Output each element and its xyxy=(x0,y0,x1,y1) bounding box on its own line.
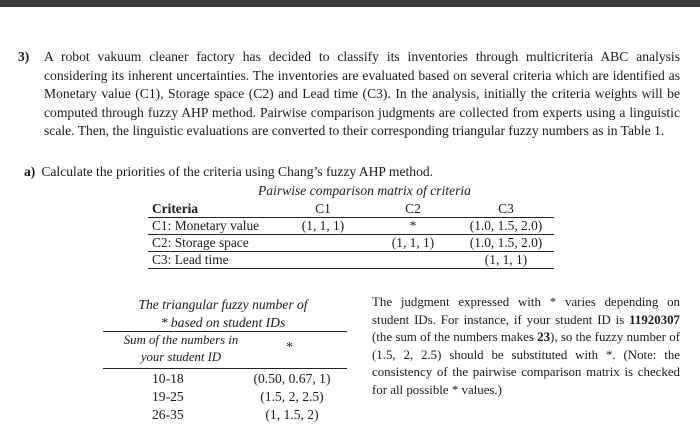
header-criteria: Criteria xyxy=(148,201,278,218)
cell-c1-c1: (1, 1, 1) xyxy=(278,218,368,235)
note-part2: (the sum of the numbers makes xyxy=(372,330,538,345)
fuzzy-table-col1-header xyxy=(106,332,256,366)
pairwise-matrix-caption: Pairwise comparison matrix of criteria xyxy=(258,183,471,198)
fuzzy-table-header-rule xyxy=(103,368,347,369)
fuzzy-row-3-range: 26-35 xyxy=(152,407,184,422)
window-top-bar xyxy=(0,0,700,7)
cell-c3-c1 xyxy=(278,252,368,269)
part-a-text: Calculate the priorities of the criteria using Chang’s fuzzy AHP method. xyxy=(41,164,434,179)
fuzzy-table-col2-header: * xyxy=(286,340,293,355)
header-c2: C2 xyxy=(368,201,458,218)
fuzzy-row-1-range: 10-18 xyxy=(152,371,184,386)
part-a-label: a) xyxy=(24,164,36,179)
note-part3: ), so the fuzzy number of (1.5, 2, 2.5) should be substituted with *. (Note: the consistency of the pairwise comparison matrix is checked for all possible * values.) xyxy=(372,330,680,397)
pairwise-matrix-table xyxy=(148,201,554,269)
note-student-id: 11920307 xyxy=(629,312,680,327)
cell-c2-c2: (1, 1, 1) xyxy=(368,235,458,252)
header-c3: C3 xyxy=(458,201,554,218)
note-part1: The judgment expressed with * varies depending on student IDs. For instance, if your student ID is xyxy=(372,295,680,327)
table-row xyxy=(148,235,554,252)
header-c1: C1 xyxy=(278,201,368,218)
fuzzy-row-3-value: (1, 1.5, 2) xyxy=(265,407,319,422)
question-paragraph xyxy=(18,48,680,141)
table-row xyxy=(148,218,554,235)
part-a xyxy=(24,164,433,180)
note-sum: 23 xyxy=(537,330,551,345)
fuzzy-row-2-range: 19-25 xyxy=(152,389,184,404)
cell-c3-c3: (1, 1, 1) xyxy=(458,252,554,269)
fuzzy-table-title-line2: * based on student IDs xyxy=(160,315,286,330)
note-paragraph xyxy=(372,294,680,400)
fuzzy-table-col1-line1: Sum of the numbers in xyxy=(123,333,239,347)
row-c3-label: C3: Lead time xyxy=(148,252,278,269)
fuzzy-row-1-value: (0.50, 0.67, 1) xyxy=(253,371,331,386)
cell-c1-c3: (1.0, 1.5, 2.0) xyxy=(458,218,554,235)
pairwise-matrix-header-row xyxy=(148,201,554,218)
row-c1-label: C1: Monetary value xyxy=(148,218,278,235)
question-text: A robot vakuum cleaner factory has decided to classify its inventories through multicriteria ABC analysis considering its inherent uncertainties. The inventories are evaluated based on several criteria which are identified as Monetary value (C1), Storage space (C2) and Lead time (C3). In the analysis, initially the criteria weights will be computed through fuzzy AHP method. Pairwise comparison judgments are collected from experts using a linguistic scale. Then, the linguistic evaluations are converted to their corresponding triangular fuzzy numbers as in Table 1. xyxy=(44,49,680,138)
table-row xyxy=(148,252,554,269)
cell-c1-c2: * xyxy=(368,218,458,235)
cell-c2-c1 xyxy=(278,235,368,252)
fuzzy-row-2-value: (1.5, 2, 2.5) xyxy=(260,389,324,404)
question-number: 3) xyxy=(18,49,30,64)
fuzzy-table-col1-line2: your student ID xyxy=(140,350,222,364)
fuzzy-table-title xyxy=(120,296,326,332)
fuzzy-table-title-line1: The triangular fuzzy number of xyxy=(138,297,308,312)
cell-c2-c3: (1.0, 1.5, 2.0) xyxy=(458,235,554,252)
cell-c3-c2 xyxy=(368,252,458,269)
row-c2-label: C2: Storage space xyxy=(148,235,278,252)
